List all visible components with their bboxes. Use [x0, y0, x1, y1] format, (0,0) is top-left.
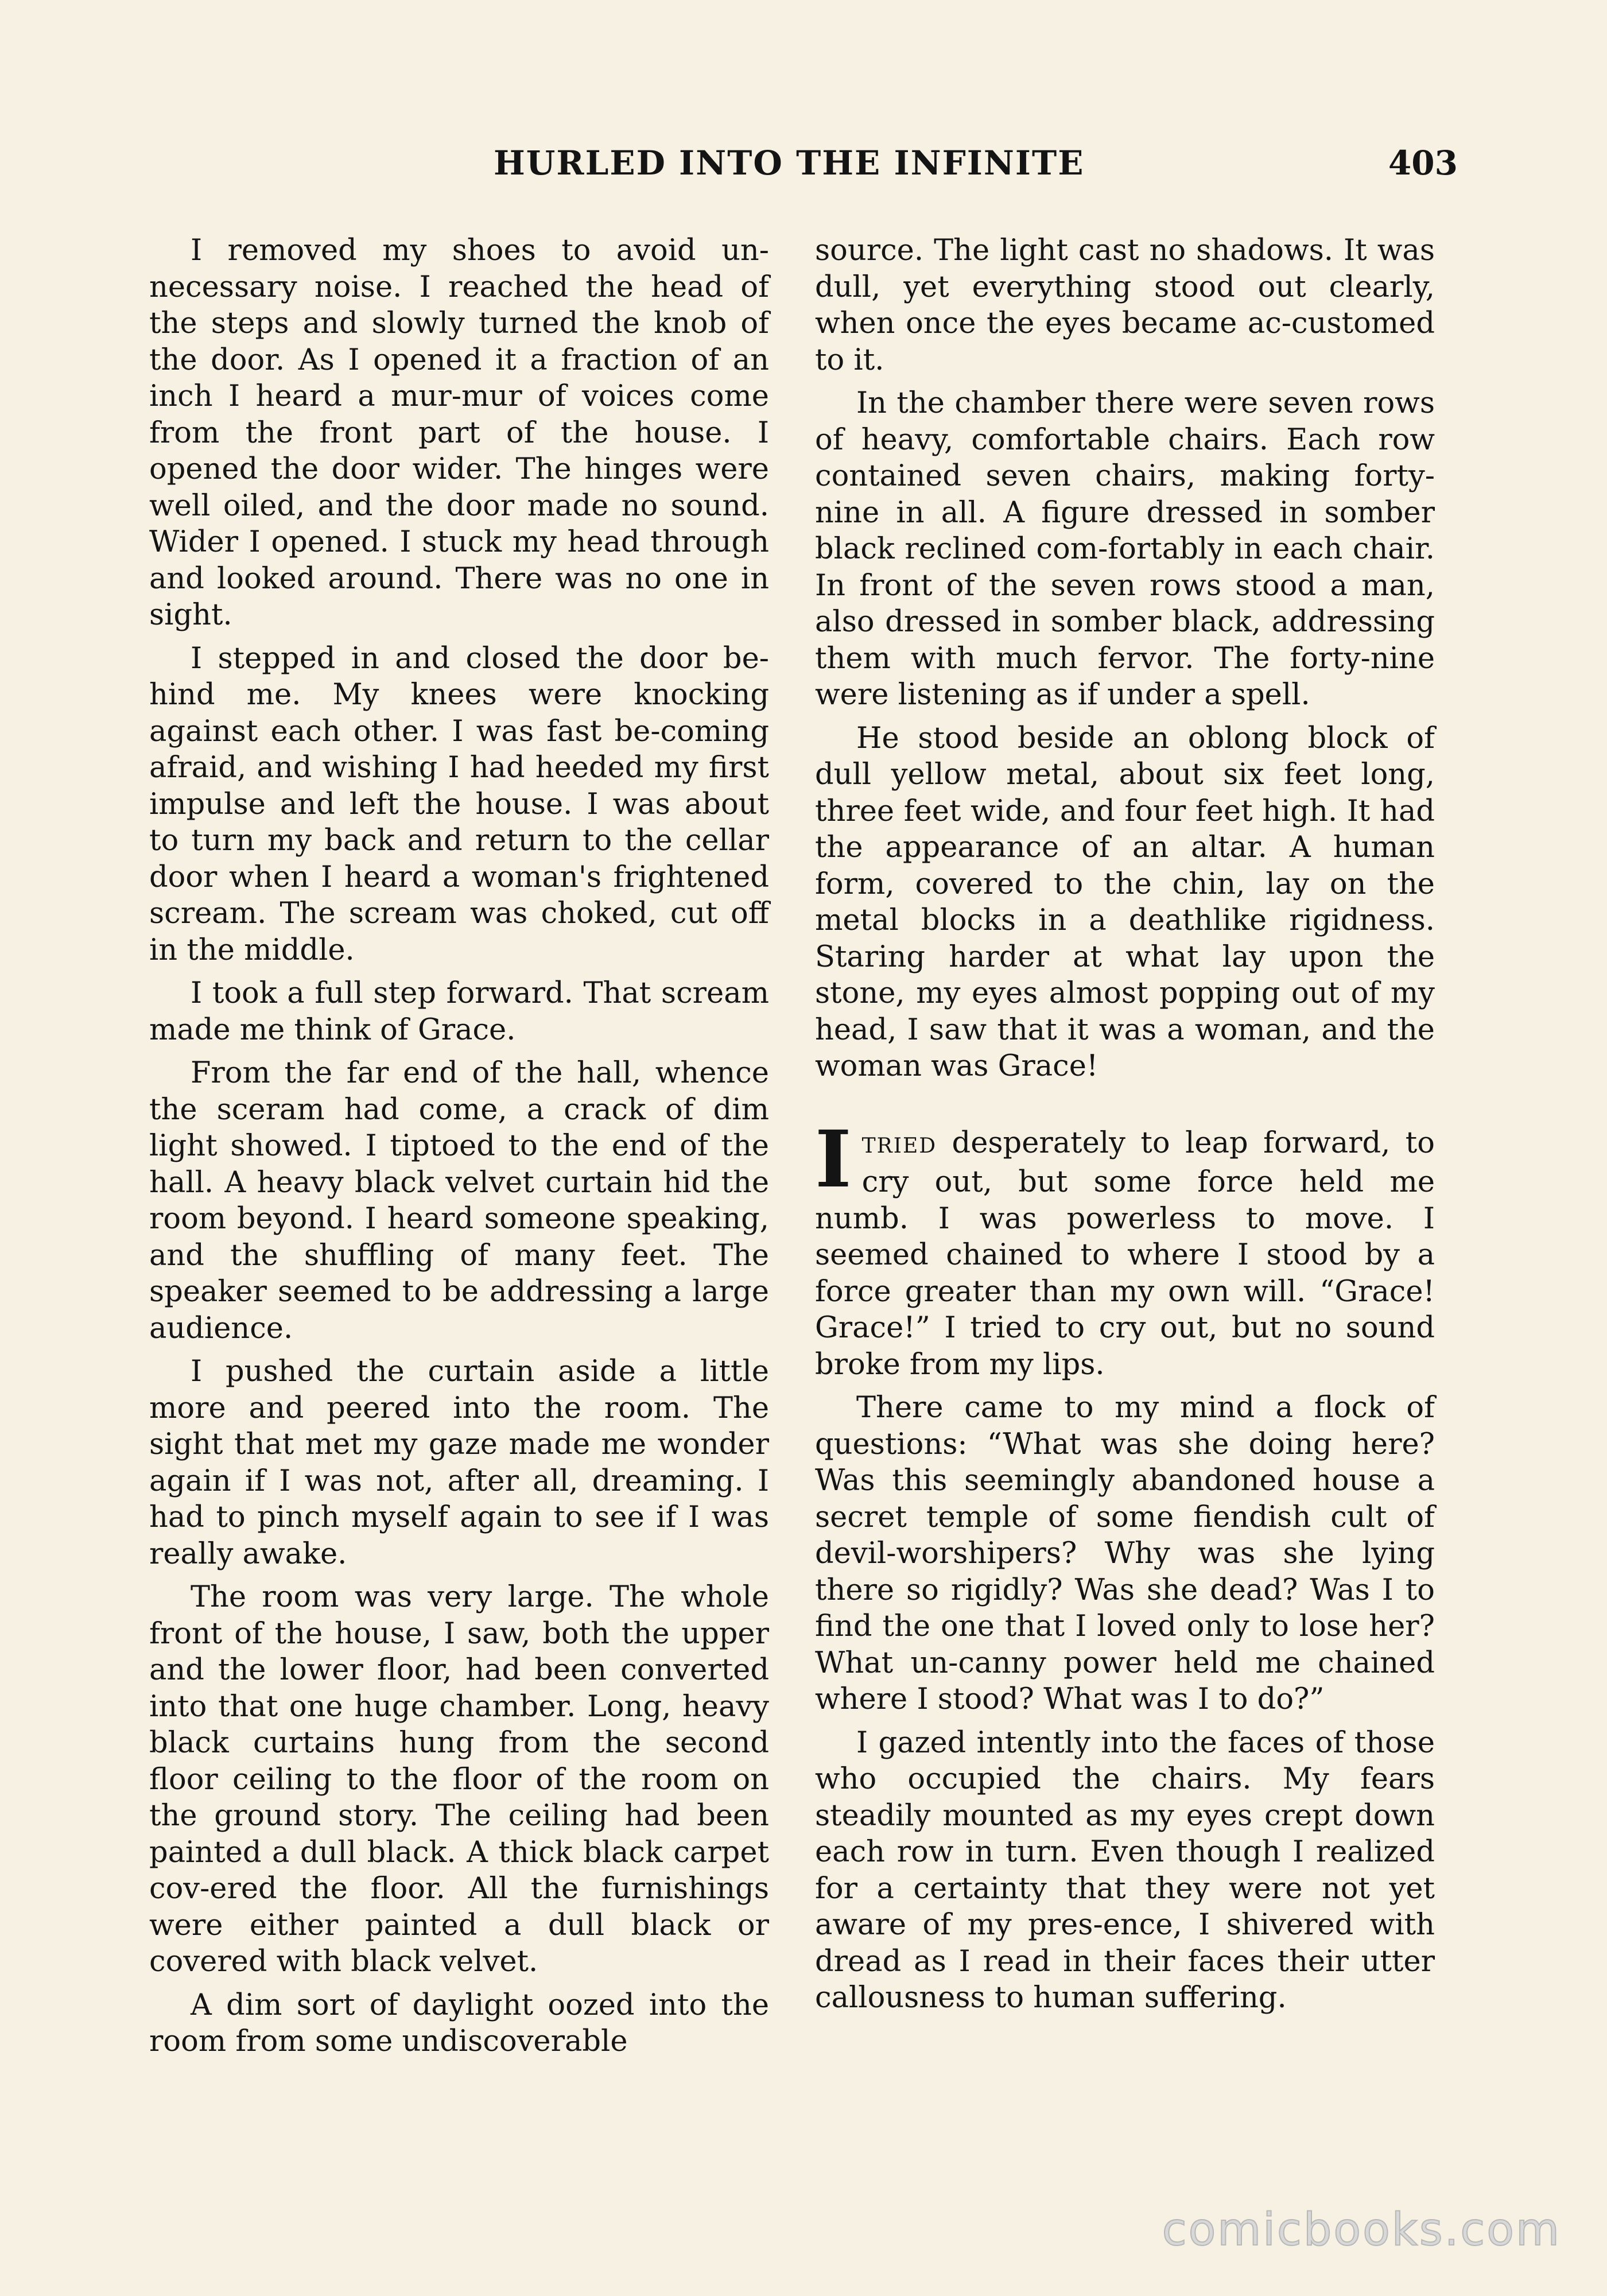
small-caps-word: TRIED: [861, 1134, 937, 1158]
paragraph: I stepped in and closed the door be-hind me. My knees were knocking against each other. I was fast be-coming afraid, and wishing I had heeded my first impulse and left the house. I was about to turn my back and return to the cellar door when I heard a woman's frightened scream. The scream was choked, cut off in the middle.: [149, 641, 769, 967]
page-header: [149, 144, 1458, 189]
watermark: comicbooks.com: [1162, 2204, 1561, 2256]
paragraph: The room was very large. The whole front of the house, I saw, both the upper and the lower floor, had been converted into that one huge chamber. Long, heavy black curtains hung from the second floor ceiling to the floor of the room on the ground story. The ceiling had been painted a dull black. A thick black carpet cov-ered the floor. All the furnishings were either painted a dull black or covered with black velvet.: [149, 1580, 769, 1979]
right-column: [815, 232, 1435, 2023]
paragraph: I removed my shoes to avoid un-necessary noise. I reached the head of the steps and slowly turned the knob of the door. As I opened it a fraction of an inch I heard a mur-mur of voices come from the front part of the house. I opened the door wider. The hinges were well oiled, and the door made no sound. Wider I opened. I stuck my head through and looked around. There was no one in sight.: [149, 234, 769, 632]
paragraph: I gazed intently into the faces of those who occupied the chairs. My fears steadily mounted as my eyes crept down each row in turn. Even though I realized for a certainty that they were not yet aware of my pres-ence, I shivered with dread as I read in their faces their utter callousness to human suffering.: [815, 1725, 1435, 2015]
paragraph: From the far end of the hall, whence the sceram had come, a crack of dim light showed. I tiptoed to the end of the hall. A heavy black velvet curtain hid the room beyond. I heard someone speaking, and the shuffling of many feet. The speaker seemed to be addressing a large audience.: [149, 1056, 769, 1345]
drop-cap: I: [815, 1113, 852, 1205]
left-column: [149, 232, 769, 2067]
paragraph: He stood beside an oblong block of dull yellow metal, about six feet long, three feet wide, and four feet high. It had the appearance of an altar. A human form, covered to the chin, lay on the metal blocks in a deathlike rigidness. Staring harder at what lay upon the stone, my eyes almost popping out of my head, I saw that it was a woman, and the woman was Grace!: [815, 721, 1435, 1083]
paragraph: I pushed the curtain aside a little more and peered into the room. The sight that met my gaze made me wonder again if I was not, after all, dreaming. I had to pinch myself again to see if I was really awake.: [149, 1355, 769, 1571]
paragraph: In the chamber there were seven rows of heavy, comfortable chairs. Each row contained seven chairs, making forty-nine in all. A figure dressed in somber black reclined com-fortably in each chair. In front of the seven rows stood a man, also dressed in somber black, addressing them with much fervor. The forty-nine were listening as if under a spell.: [815, 386, 1435, 712]
paragraph: A dim sort of daylight oozed into the room from some undiscoverable: [149, 1988, 769, 2058]
section-opening-paragraph: [815, 1113, 1435, 1383]
running-title: HURLED INTO THE INFINITE: [494, 144, 1085, 183]
paragraph: There came to my mind a flock of questions: “What was she doing here? Was this seemingly abandoned house a secret temple of some fiendish cult of devil-worshipers? Why was she lying there so rigidly? Was she dead? Was I to find the one that I loved only to lose her? What un-canny power held me chained where I stood? What was I to do?”: [815, 1391, 1435, 1716]
continued-paragraph: source. The light cast no shadows. It was dull, yet everything stood out clearly, when once the eyes became ac-customed to it.: [815, 234, 1435, 377]
paragraph: I took a full step forward. That scream made me think of Grace.: [149, 976, 769, 1047]
page-number: 403: [1388, 144, 1458, 183]
paragraph-text: desperately to leap forward, to cry out, but some force held me numb. I was powerless to move. I seemed chained to where I stood by a force greater than my own will. “Grace! Grace!” I tried to cry out, but no sound broke from my lips.: [815, 1126, 1435, 1382]
